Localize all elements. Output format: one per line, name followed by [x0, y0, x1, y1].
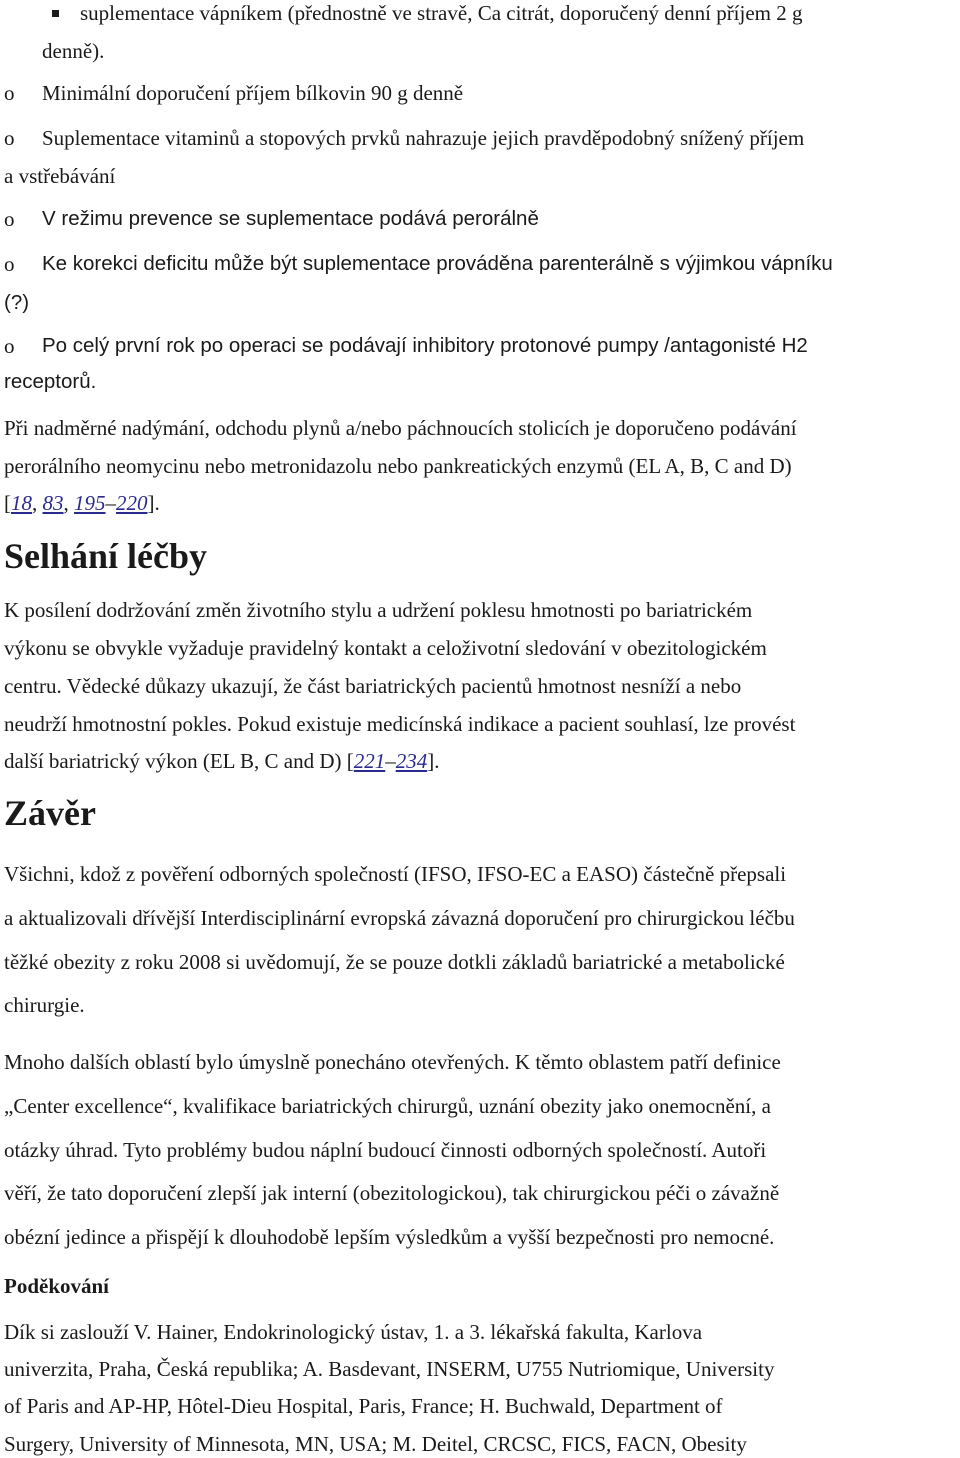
- conclusion-p2-line: „Center excellence“, kvalifikace bariatrických chirurgů, uznání obezity jako onemocnění, a: [4, 1094, 771, 1118]
- thanks-line: Dík si zaslouží V. Hainer, Endokrinologický ústav, 1. a 3. lékařská fakulta, Karlova: [4, 1320, 703, 1344]
- para-flatulence-line1: Při nadměrné nadýmání, odchodu plynů a/nebo páchnoucích stolicích je doporučeno podávání: [4, 416, 797, 440]
- list-marker: o: [4, 81, 15, 105]
- conclusion-p1-line: těžké obezity z roku 2008 si uvědomují, že se pouze dotkli základů bariatrické a metabolické: [4, 950, 785, 974]
- list-item-prevention: V režimu prevence se suplementace podává perorálně: [42, 207, 539, 230]
- list-item-correction-line2: (?): [4, 291, 30, 314]
- conclusion-p2-line: otázky úhrad. Tyto problémy budou náplní budoucí činnosti odborných společností. Autoři: [4, 1138, 767, 1162]
- list-marker: o: [4, 334, 15, 358]
- separator: ,: [32, 491, 43, 515]
- heading-conclusion: Závěr: [4, 793, 96, 833]
- para-flatulence-line3: [4, 493, 160, 514]
- para-flatulence-line2: perorálního neomycinu nebo metronidazolu nebo pankreatických enzymů (EL A, B, C and D): [4, 454, 792, 478]
- failure-line1: K posílení dodržování změn životního stylu a udržení poklesu hmotnosti po bariatrickém: [4, 598, 753, 622]
- failure-line2: výkonu se obvykle vyžaduje pravidelný kontakt a celoživotní sledování v obezitologickém: [4, 636, 767, 660]
- failure-line3: centru. Vědecké důkazy ukazují, že část bariatrických pacientů hmotnost nesníží a nebo: [4, 674, 742, 698]
- heading-acknowledgements: Poděkování: [4, 1274, 110, 1298]
- conclusion-p1-line: Všichni, kdož z pověření odborných společností (IFSO, IFSO-EC a EASO) částečně přepsali: [4, 862, 787, 886]
- list-marker: o: [4, 207, 15, 231]
- list-item-vitamins-line1: Suplementace vitaminů a stopových prvků nahrazuje jejich pravděpodobný snížený příjem: [42, 126, 805, 150]
- separator: ,: [63, 491, 74, 515]
- list-marker: o: [4, 126, 15, 150]
- thanks-line: Surgery, University of Minnesota, MN, USA; M. Deitel, CRCSC, FICS, FACN, Obesity: [4, 1432, 747, 1456]
- thanks-line: univerzita, Praha, Česká republika; A. Basdevant, INSERM, U755 Nutriomique, University: [4, 1357, 775, 1381]
- heading-treatment-failure: Selhání léčby: [4, 536, 208, 576]
- reference-link-221[interactable]: 221: [353, 749, 386, 773]
- reference-link-220[interactable]: 220: [116, 491, 148, 515]
- list-item-correction-line1: Ke korekci deficitu může být suplementace prováděna parenterálně s výjimkou vápníku: [42, 252, 833, 275]
- list-item-ppi-line2: receptorů.: [4, 370, 97, 393]
- reference-link-18[interactable]: 18: [11, 491, 32, 515]
- conclusion-p2-line: věří, že tato doporučení zlepší jak interní (obezitologickou), tak chirurgickou péči o závažně: [4, 1181, 780, 1205]
- bracket-close: ].: [147, 491, 160, 515]
- sub-item-line1: suplementace vápníkem (přednostně ve stravě, Ca citrát, doporučený denní příjem 2 g: [80, 1, 803, 25]
- range-dash: –: [105, 491, 116, 515]
- conclusion-p1-line: chirurgie.: [4, 993, 85, 1017]
- square-bullet-icon: [52, 10, 59, 17]
- list-item-ppi-line1: Po celý první rok po operaci se podávají inhibitory protonové pumpy /antagonisté H2: [42, 334, 808, 357]
- thanks-line: of Paris and AP-HP, Hôtel-Dieu Hospital, Paris, France; H. Buchwald, Department of: [4, 1394, 723, 1418]
- reference-link-234[interactable]: 234: [395, 749, 428, 773]
- list-item-vitamins-line2: a vstřebávání: [4, 164, 116, 188]
- range-dash: –: [385, 749, 396, 773]
- list-marker: o: [4, 252, 15, 276]
- conclusion-p2-line: obézní jedince a přispějí k dlouhodobě lepším výsledkům a vyšší bezpečnosti pro nemocné.: [4, 1225, 775, 1249]
- failure-line5: [4, 751, 439, 772]
- failure-line5-text: další bariatrický výkon (EL B, C and D) [: [4, 749, 354, 773]
- reference-link-83[interactable]: 83: [42, 491, 64, 515]
- reference-link-195[interactable]: 195: [74, 491, 106, 515]
- conclusion-p1-line: a aktualizovali dřívější Interdisciplinární evropská závazná doporučení pro chirurgickou léčbu: [4, 906, 795, 930]
- failure-line4: neudrží hmotnostní pokles. Pokud existuje medicínská indikace a pacient souhlasí, lze provést: [4, 712, 796, 736]
- bracket-close: ].: [427, 749, 440, 773]
- sub-item-line2: denně).: [42, 39, 105, 63]
- conclusion-p2-line: Mnoho dalších oblastí bylo úmyslně ponecháno otevřených. K těmto oblastem patří definice: [4, 1050, 781, 1074]
- list-item-protein: Minimální doporučení příjem bílkovin 90 g denně: [42, 81, 464, 105]
- bracket-open: [: [4, 491, 11, 515]
